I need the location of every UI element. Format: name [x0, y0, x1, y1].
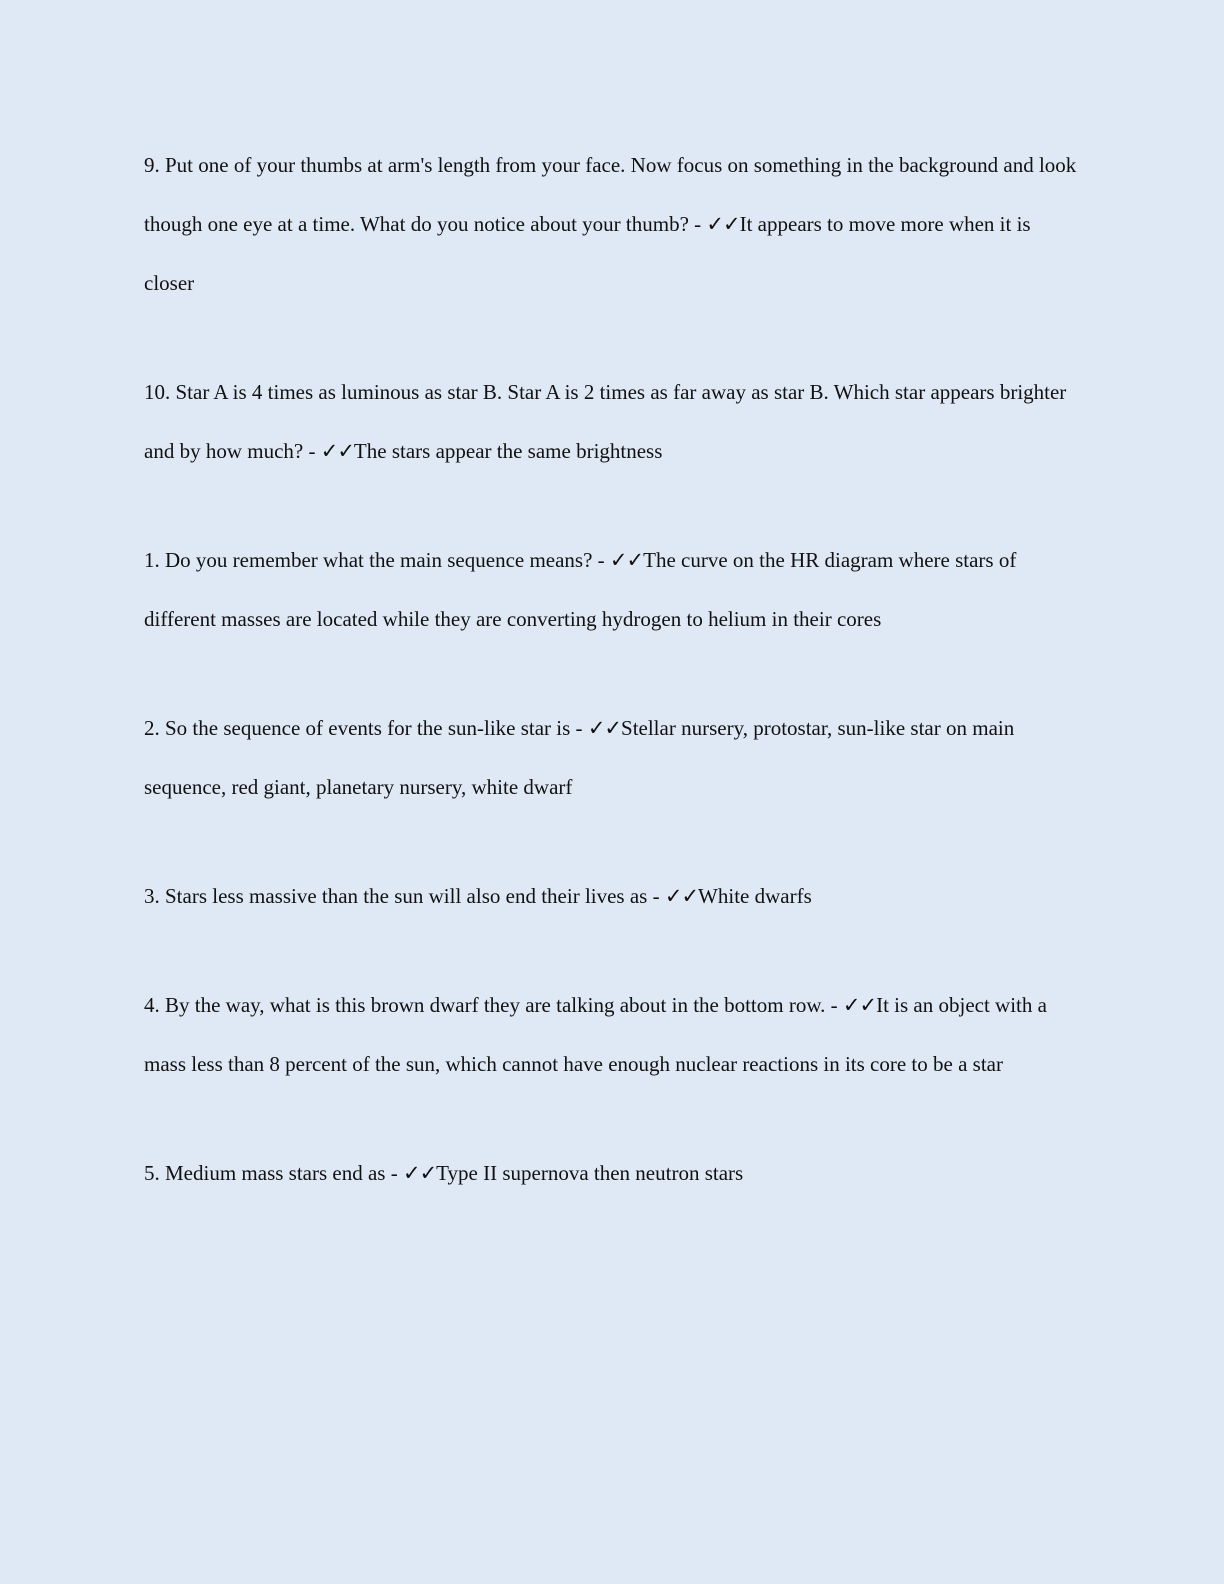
answer-text: The curve on the HR diagram where stars of different masses are located while they are converting hydrogen to helium in their cores [144, 548, 1017, 631]
question-text: 10. Star A is 4 times as luminous as star B. Star A is 2 times as far away as star B. Which star appears brighter and by how much? - [144, 380, 1067, 463]
answer-text: Stellar nursery, protostar, sun-like star on main sequence, red giant, planetary nursery, white dwarf [144, 716, 1015, 799]
double-check-icon: ✓✓ [402, 1161, 437, 1185]
answer-text: White dwarfs [698, 884, 812, 908]
qa-item-3 [144, 867, 1084, 926]
question-text: 2. So the sequence of events for the sun-like star is - [144, 716, 588, 740]
question-text: 9. Put one of your thumbs at arm's length from your face. Now focus on something in the background and look though one eye at a time. What do you notice about your thumb? - [144, 153, 1077, 236]
double-check-icon: ✓✓ [706, 212, 740, 236]
answer-text: It appears to move more when it is closer [144, 212, 1031, 295]
double-check-icon: ✓✓ [320, 439, 354, 463]
question-text: 4. By the way, what is this brown dwarf they are talking about in the bottom row. - [144, 993, 843, 1017]
double-check-icon: ✓✓ [842, 993, 877, 1017]
double-check-icon: ✓✓ [664, 884, 699, 908]
question-text: 3. Stars less massive than the sun will also end their lives as - [144, 884, 665, 908]
qa-item-1 [144, 531, 1084, 649]
qa-item-5 [144, 1144, 1084, 1203]
question-text: 5. Medium mass stars end as - [144, 1161, 403, 1185]
double-check-icon: ✓✓ [587, 716, 622, 740]
double-check-icon: ✓✓ [609, 548, 644, 572]
qa-item-9 [144, 136, 1084, 313]
document-page [144, 136, 1084, 1203]
qa-item-4 [144, 976, 1084, 1094]
qa-item-2 [144, 699, 1084, 817]
answer-text: It is an object with a mass less than 8 percent of the sun, which cannot have enough nuclear reactions in its core to be a star [144, 993, 1047, 1076]
answer-text: Type II supernova then neutron stars [436, 1161, 744, 1185]
qa-item-10 [144, 363, 1084, 481]
answer-text: The stars appear the same brightness [353, 439, 663, 463]
question-text: 1. Do you remember what the main sequence means? - [144, 548, 610, 572]
